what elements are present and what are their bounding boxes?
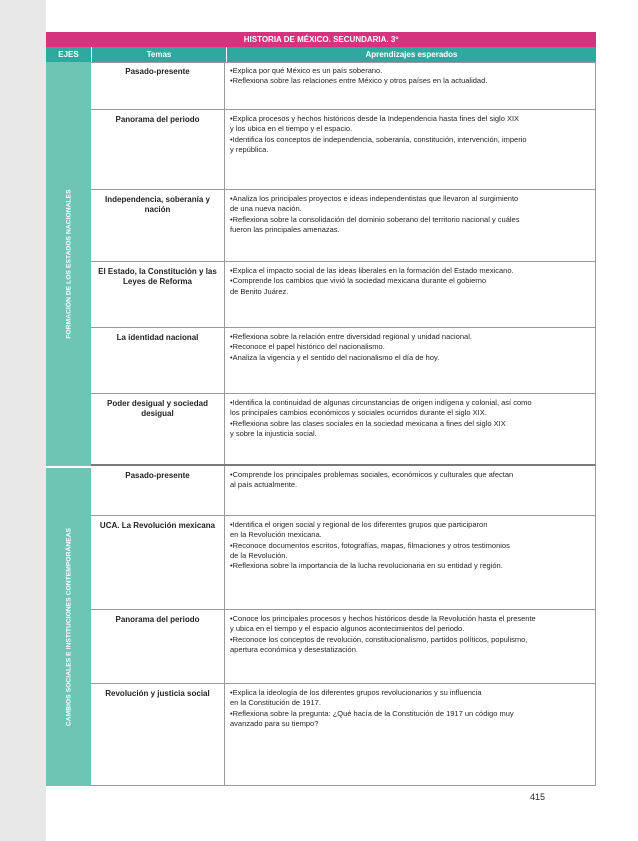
row-topic: El Estado, la Constitución y las Leyes de Reforma [91, 262, 225, 327]
outcome-item: •Identifica los conceptos de independencia, soberanía, constitución, intervención, imperio y república. [230, 134, 527, 154]
outcome-item: •Explica procesos y hechos históricos desde la Independencia hasta fines del siglo XIX y los ubica en el tiempo y el espacio. [230, 114, 520, 134]
table-row [91, 610, 596, 684]
table-row [91, 466, 596, 516]
row-learning-outcomes [226, 516, 595, 571]
row-topic: Poder desigual y sociedad desigual [91, 394, 225, 464]
row-topic: Pasado-presente [91, 62, 225, 109]
table-row [91, 684, 596, 786]
outcome-item: •Reflexiona sobre la relación entre diversidad regional y unidad nacional. [230, 332, 472, 341]
outcome-item: •Reflexiona sobre las clases sociales en la sociedad mexicana a fines del siglo XIX y sobre la injusticia social. [230, 418, 506, 438]
table-row [91, 110, 596, 190]
row-learning-outcomes [226, 466, 595, 491]
outcome-item: •Identifica la continuidad de algunas circunstancias de origen indígena y colonial, así como los principales cambios económicos y sociales ocurridos durante el siglo XIX. [230, 398, 532, 418]
outcome-item: •Explica por qué México es un país soberano. [230, 66, 383, 75]
axis-band-2 [46, 466, 91, 786]
table-row [91, 62, 596, 110]
row-learning-outcomes [226, 262, 595, 297]
header-ejes: EJES [46, 47, 91, 62]
table-title: HISTORIA DE MÉXICO. SECUNDARIA. 3º [46, 32, 596, 47]
page-margin-strip [0, 0, 46, 841]
axis-band-1 [46, 62, 91, 466]
outcome-item: •Comprende los principales problemas sociales, económicos y culturales que afectan al país actualmente. [230, 470, 514, 490]
table-row [91, 190, 596, 262]
row-learning-outcomes [226, 62, 595, 87]
table-row [91, 394, 596, 466]
outcome-item: •Reconoce los conceptos de revolución, constitucionalismo, partidos políticos, populismo, apertura económica y desestatización. [230, 634, 528, 654]
outcome-item: •Analiza los principales proyectos e ideas independentistas que llevaron al surgimiento de una nueva nación. [230, 194, 519, 214]
row-learning-outcomes [226, 610, 595, 655]
row-topic: Pasado-presente [91, 466, 225, 515]
outcome-item: •Reflexiona sobre la importancia de la lucha revolucionaria en su entidad y región. [230, 561, 503, 571]
page-number: 415 [530, 792, 546, 802]
outcome-item: •Reflexiona sobre las relaciones entre México y otros países en la actualidad. [230, 76, 488, 86]
row-learning-outcomes [226, 190, 595, 235]
header-temas: Temas [91, 47, 226, 62]
outcome-item: •Reflexiona sobre la pregunta: ¿Qué hacía de la Constitución de 1917 un código muy avanzado para su tiempo? [230, 708, 514, 728]
row-learning-outcomes [226, 110, 595, 155]
row-topic: UCA. La Revolución mexicana [91, 516, 225, 609]
outcome-item: •Identifica el origen social y regional de los diferentes grupos que participaron en la Revolución mexicana. [230, 520, 488, 540]
outcome-item: •Explica la ideología de los diferentes grupos revolucionarios y su influencia en la Constitución de 1917. [230, 688, 482, 708]
outcome-item: •Analiza la vigencia y el sentido del nacionalismo el día de hoy. [230, 352, 440, 362]
axis-label-estados-nacionales: FORMACIÓN DE LOS ESTADOS NACIONALES [65, 189, 72, 339]
row-learning-outcomes [226, 328, 595, 363]
axis-label-cambios-sociales: CAMBIOS SOCIALES E INSTITUCIONES CONTEMPORÁNEAS [65, 527, 72, 727]
outcome-item: •Comprende los cambios que vivió la sociedad mexicana durante el gobierno de Benito Juárez. [230, 276, 487, 296]
row-learning-outcomes [226, 684, 595, 729]
table-row [91, 262, 596, 328]
row-learning-outcomes [226, 394, 595, 439]
outcome-item: •Conoce los principales procesos y hechos históricos desde la Revolución hasta el presente y ubica en el tiempo y el espacio algunos acontecimientos del periodo. [230, 614, 536, 634]
row-topic: Independencia, soberanía y nación [91, 190, 225, 261]
row-topic: Panorama del periodo [91, 610, 225, 683]
outcome-item: •Reconoce el papel histórico del nacionalismo. [230, 342, 385, 352]
outcome-item: •Reflexiona sobre la consolidación del dominio soberano del territorio nacional y cuáles fueron las principales amenazas. [230, 214, 520, 234]
row-topic: Revolución y justicia social [91, 684, 225, 785]
row-topic: Panorama del periodo [91, 110, 225, 189]
header-aprendizajes: Aprendizajes esperados [226, 47, 596, 62]
row-topic: La identidad nacional [91, 328, 225, 393]
outcome-item: •Reconoce documentos escritos, fotografías, mapas, filmaciones y otros testimonios de la Revolución. [230, 540, 510, 560]
outcome-item: •Explica el impacto social de las ideas liberales en la formación del Estado mexicano. [230, 266, 514, 275]
table-row [91, 328, 596, 394]
table-row [91, 516, 596, 610]
